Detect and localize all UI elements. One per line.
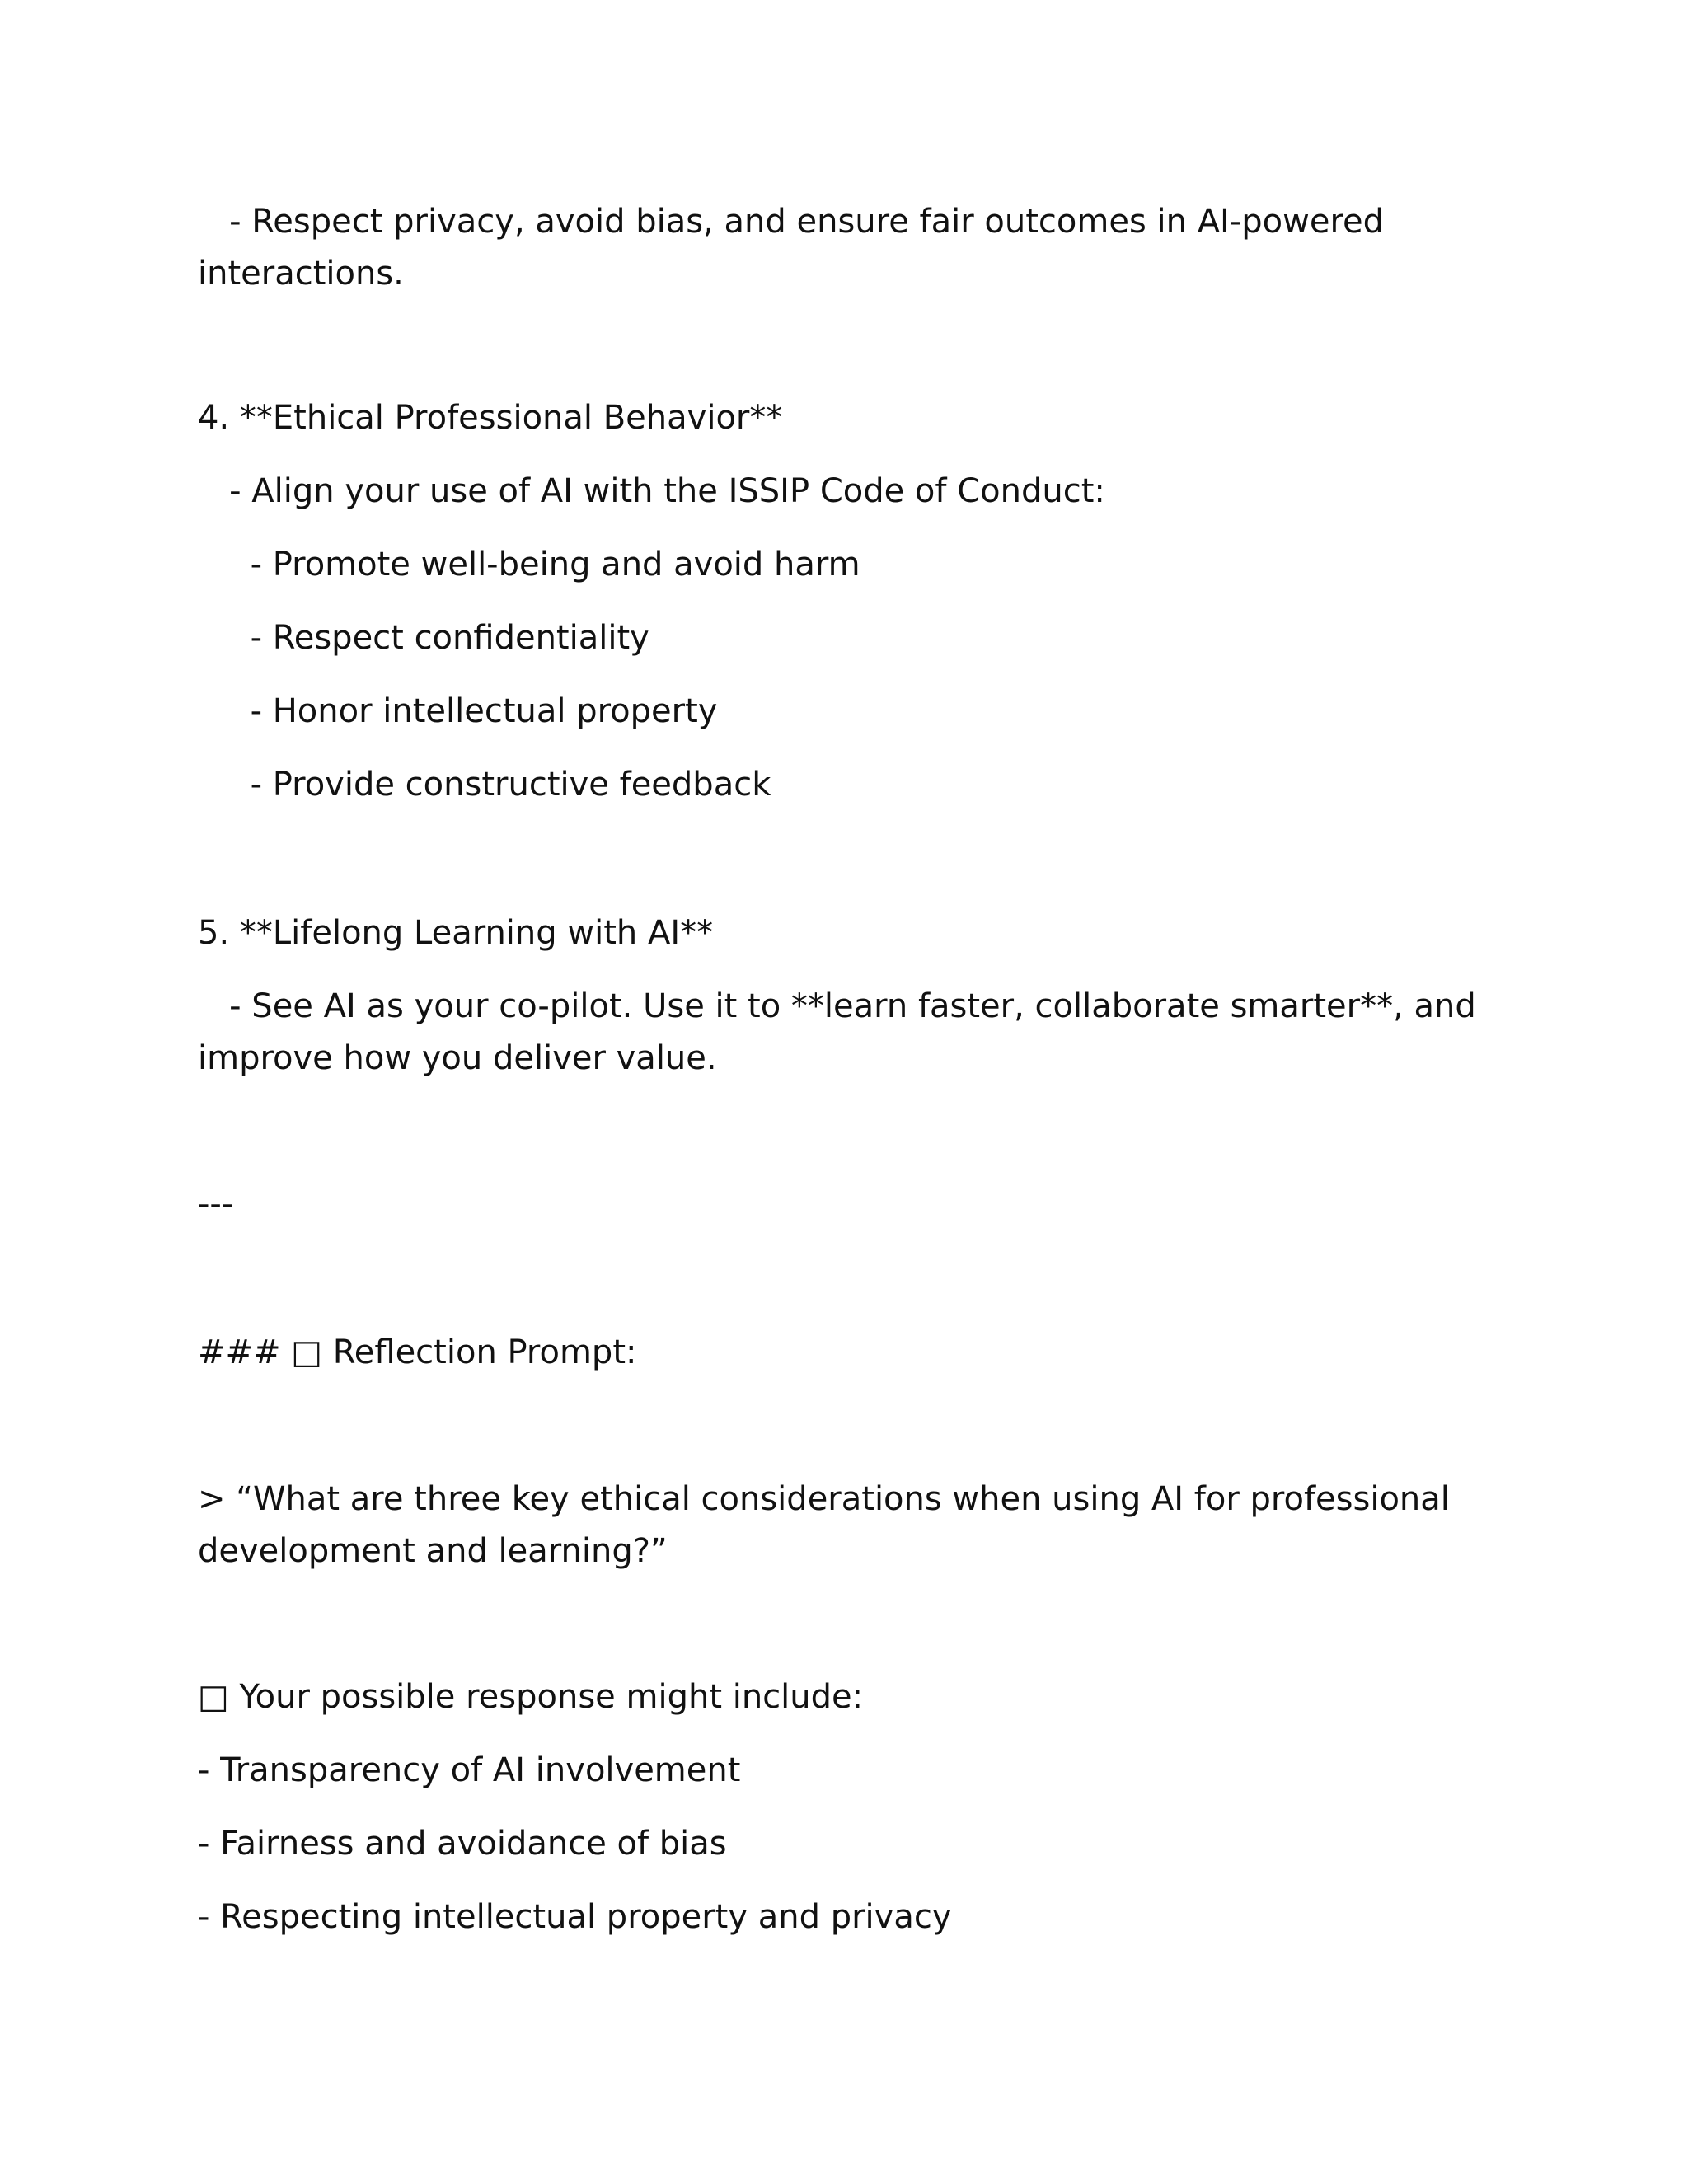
bullet-align-code-of-conduct: - Align your use of AI with the ISSIP Code of Conduct: — [198, 472, 1105, 510]
bullet-ai-co-pilot: - See AI as your co-pilot. Use it to **learn faster, collaborate smarter**, and improve how you deliver value. — [198, 987, 1487, 1077]
reflection-quote: > “What are three key ethical considerations when using AI for professional development and learning?” — [198, 1480, 1461, 1570]
sub-bullet-respect-confidentiality: - Respect confidentiality — [198, 619, 649, 657]
sub-bullet-constructive-feedback: - Provide constructive feedback — [198, 766, 771, 804]
reflection-prompt-heading: ### □ Reflection Prompt: — [198, 1333, 637, 1371]
response-fairness: - Fairness and avoidance of bias — [198, 1825, 727, 1863]
horizontal-rule-markdown: --- — [198, 1185, 234, 1223]
heading-ethical-professional-behavior: 4. **Ethical Professional Behavior** — [198, 399, 783, 437]
possible-response-intro: □ Your possible response might include: — [198, 1678, 864, 1716]
heading-lifelong-learning: 5. **Lifelong Learning with AI** — [198, 914, 714, 952]
bullet-respect-privacy: - Respect privacy, avoid bias, and ensure fair outcomes in AI-powered interactions. — [198, 203, 1395, 293]
sub-bullet-honor-ip: - Honor intellectual property — [198, 692, 718, 730]
response-ip-privacy: - Respecting intellectual property and privacy — [198, 1898, 952, 1936]
sub-bullet-promote-well-being: - Promote well-being and avoid harm — [198, 546, 860, 583]
response-transparency: - Transparency of AI involvement — [198, 1751, 741, 1789]
